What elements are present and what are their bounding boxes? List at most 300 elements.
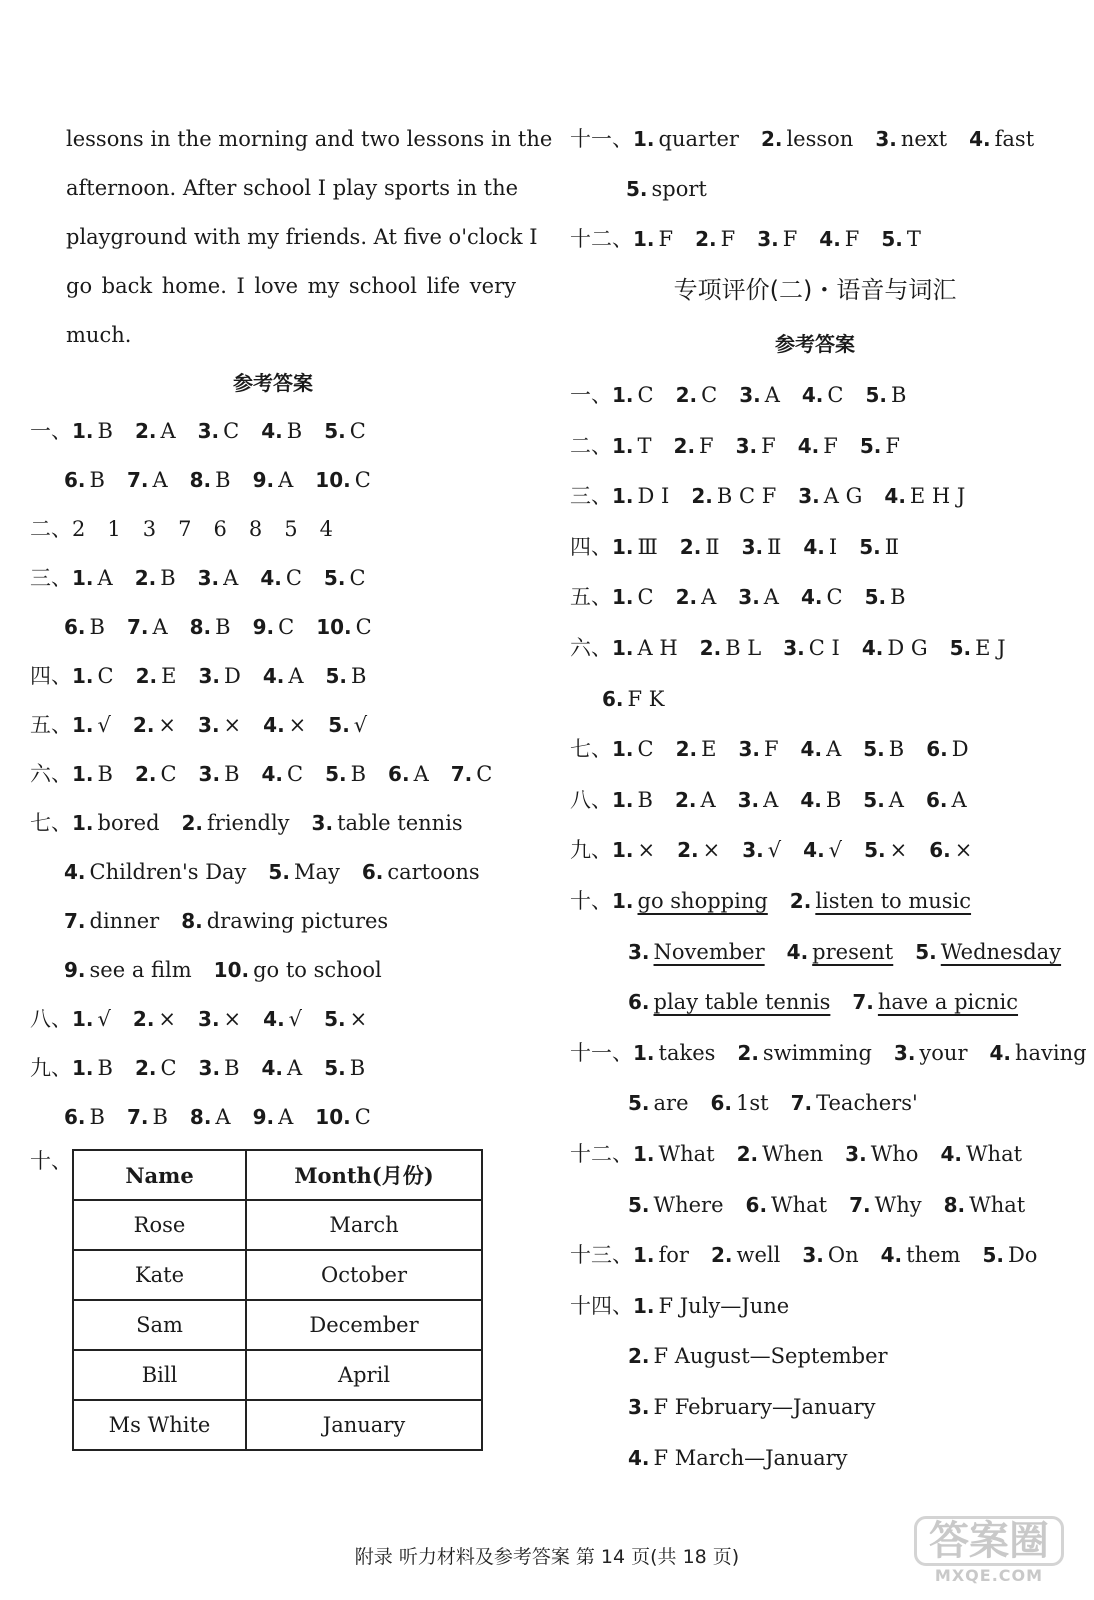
- item-answer: ×: [223, 713, 242, 737]
- item-number: 1.: [612, 737, 634, 762]
- answer-row: [570, 886, 993, 916]
- item-number: 10.: [315, 1105, 351, 1129]
- answer-item: [64, 615, 105, 639]
- answer-row: [30, 416, 388, 446]
- answer-item: [64, 909, 159, 933]
- item-number: 3.: [737, 787, 760, 812]
- item-number: 7.: [849, 1192, 871, 1217]
- answer-item: [190, 1105, 231, 1129]
- item-answer: swimming: [762, 1040, 872, 1065]
- item-number: 5.: [325, 664, 348, 688]
- item-answer: √: [767, 838, 782, 863]
- answer-item: [190, 468, 231, 492]
- item-number: 3.: [739, 383, 761, 407]
- answer-item: [798, 484, 862, 508]
- item-number: 3.: [738, 737, 760, 762]
- item-number: 3.: [802, 1243, 824, 1268]
- question-label: 十二、: [570, 227, 633, 251]
- item-number: 5.: [324, 419, 346, 443]
- item-answer: B: [89, 468, 105, 492]
- item-answer: quarter: [658, 127, 739, 151]
- item-number: 4.: [262, 664, 285, 688]
- answer-item: [107, 517, 120, 541]
- item-answer: F: [885, 433, 900, 458]
- question-label: 二、: [570, 433, 612, 458]
- item-answer: them: [906, 1243, 961, 1268]
- answer-item: [860, 434, 900, 458]
- answer-item: [64, 958, 192, 982]
- item-number: 8.: [189, 468, 212, 492]
- answer-row: [30, 710, 389, 740]
- answer-item: [929, 838, 972, 862]
- item-answer: Teachers': [816, 1091, 918, 1116]
- answer-item: [969, 127, 1034, 151]
- item-answer: C: [287, 762, 304, 786]
- item-answer: ×: [158, 1007, 177, 1031]
- answer-item: [181, 909, 388, 933]
- table-cell: March: [246, 1200, 482, 1250]
- item-number: 4.: [261, 419, 283, 443]
- item-answer: A: [160, 419, 176, 443]
- item-number: 1.: [633, 1243, 655, 1268]
- answer-row: [30, 759, 514, 789]
- answer-item: [736, 434, 776, 458]
- watermark-text: 答案圈: [914, 1516, 1064, 1566]
- answer-item: [127, 615, 168, 639]
- question-label: 四、: [30, 664, 72, 688]
- answer-item: [783, 636, 840, 660]
- answer-item: [182, 811, 290, 835]
- item-answer: B: [89, 1105, 105, 1129]
- item-number: 8.: [181, 909, 203, 933]
- item-answer: A: [215, 1105, 231, 1129]
- item-number: 4.: [819, 227, 841, 251]
- item-answer: A: [152, 468, 168, 492]
- item-answer: C: [285, 566, 302, 590]
- answer-row: [64, 955, 404, 985]
- table-row: [73, 1250, 482, 1300]
- item-number: 4.: [969, 127, 991, 151]
- answer-item: [865, 383, 906, 407]
- answer-row: [64, 465, 393, 495]
- item-answer: C: [637, 737, 654, 762]
- item-answer: cartoons: [387, 860, 480, 884]
- item-number: 7.: [852, 990, 874, 1015]
- item-number: 2.: [134, 419, 157, 443]
- item-number: 8.: [189, 615, 212, 639]
- item-answer: A: [763, 585, 779, 610]
- answer-item: [178, 517, 191, 541]
- answer-item: [926, 788, 967, 812]
- answer-item: [944, 1193, 1026, 1217]
- item-number: 8.: [189, 1105, 212, 1129]
- answer-item: [798, 434, 838, 458]
- question-label: 八、: [570, 787, 612, 812]
- birthday-table: [72, 1149, 483, 1451]
- item-number: 1.: [72, 762, 94, 786]
- item-number: 6.: [925, 787, 948, 812]
- answer-item: [127, 1105, 168, 1129]
- item-number: 3.: [893, 1040, 916, 1065]
- item-number: 3.: [741, 534, 764, 559]
- item-number: 5.: [949, 636, 972, 660]
- item-answer: B: [349, 1056, 366, 1080]
- item-number: 2.: [699, 636, 722, 660]
- item-number: 4.: [263, 713, 285, 737]
- answer-item: [253, 615, 295, 639]
- item-number: 4.: [64, 860, 86, 884]
- item-number: 8.: [943, 1192, 966, 1217]
- item-answer: A: [701, 585, 717, 610]
- answer-item: [612, 484, 669, 508]
- item-answer: ×: [702, 838, 721, 863]
- answer-item: [700, 636, 762, 660]
- answer-item: [628, 940, 765, 964]
- item-number: 1.: [612, 838, 634, 863]
- item-answer: C: [223, 419, 240, 443]
- answer-item: [628, 1344, 888, 1368]
- answer-row: [64, 906, 410, 936]
- table-cell: Sam: [73, 1300, 246, 1350]
- item-number: 6.: [710, 1091, 733, 1116]
- item-answer: bored: [97, 811, 160, 835]
- item-answer: 8: [248, 517, 263, 541]
- answer-item: [261, 419, 302, 443]
- answer-item: [388, 762, 429, 786]
- table-row: [73, 1400, 482, 1450]
- answer-item: [72, 419, 113, 443]
- answer-item: [738, 737, 778, 761]
- question-label: 八、: [30, 1007, 72, 1031]
- item-answer: go to school: [253, 958, 382, 982]
- item-answer: November: [653, 939, 765, 964]
- answer-item: [633, 1041, 715, 1065]
- answer-item: [133, 1007, 176, 1031]
- item-answer: B: [825, 787, 842, 812]
- answer-item: [852, 990, 1018, 1014]
- answer-item: [633, 227, 673, 251]
- item-number: 3.: [735, 433, 758, 458]
- answer-item: [990, 1041, 1087, 1065]
- item-answer: B: [890, 383, 907, 407]
- answer-item: [199, 762, 240, 786]
- answer-item: [315, 468, 371, 492]
- item-number: 1.: [612, 534, 634, 559]
- item-answer: B: [97, 1056, 113, 1080]
- answer-item: [72, 566, 113, 590]
- item-number: 3.: [845, 1142, 867, 1166]
- answer-item: [198, 664, 240, 688]
- item-number: 1.: [612, 585, 634, 610]
- item-number: 4.: [989, 1040, 1012, 1065]
- answer-item: [263, 1007, 302, 1031]
- item-answer: B: [637, 787, 653, 812]
- item-number: 2.: [134, 1056, 157, 1080]
- item-number: 2.: [132, 713, 155, 737]
- item-answer: C: [160, 1056, 177, 1080]
- item-answer: B C F: [716, 484, 777, 509]
- answer-item: [790, 889, 971, 913]
- answer-item: [612, 434, 652, 458]
- item-answer: B: [224, 1056, 240, 1080]
- item-answer: 2: [72, 517, 86, 541]
- answer-item: [633, 1243, 689, 1267]
- answer-row: [30, 808, 485, 838]
- item-answer: C: [278, 615, 295, 639]
- item-answer: ×: [158, 713, 177, 737]
- item-number: 3.: [798, 484, 820, 509]
- answer-item: [135, 419, 176, 443]
- question-label: 四、: [570, 534, 612, 559]
- watermark-url: MXQE.COM: [934, 1566, 1044, 1585]
- item-answer: B: [97, 762, 113, 786]
- answer-item: [845, 1142, 918, 1166]
- answer-row: [570, 734, 991, 764]
- item-answer: lesson: [786, 127, 854, 151]
- item-answer: 5: [284, 517, 298, 541]
- item-answer: sport: [651, 177, 707, 201]
- item-number: 2.: [134, 762, 157, 786]
- answer-item: [865, 585, 906, 609]
- answer-row: [628, 1088, 940, 1118]
- item-answer: E: [701, 737, 717, 762]
- answer-item: [451, 762, 493, 786]
- item-answer: Ⅰ: [828, 534, 838, 559]
- answer-row: [570, 532, 921, 562]
- answer-item: [674, 434, 714, 458]
- item-number: 2.: [789, 889, 812, 913]
- answer-row: [64, 612, 394, 642]
- passage-line: lessons in the morning and two lessons in the: [66, 127, 553, 151]
- item-answer: T: [637, 433, 652, 458]
- item-number: 5.: [881, 227, 903, 251]
- answer-item: [324, 419, 366, 443]
- answer-item: [312, 811, 463, 835]
- answer-item: [628, 1193, 724, 1217]
- answer-item: [612, 585, 654, 609]
- item-number: 7.: [126, 1105, 149, 1129]
- table-row: [73, 1300, 482, 1350]
- item-number: 6.: [64, 468, 86, 492]
- item-number: 4.: [803, 534, 825, 559]
- question-label: 十一、: [570, 1040, 633, 1065]
- item-number: 7.: [790, 1091, 813, 1116]
- item-answer: On: [827, 1243, 859, 1268]
- item-answer: F July—June: [658, 1293, 790, 1318]
- item-number: 5.: [863, 787, 885, 812]
- answer-row: [570, 380, 928, 410]
- answer-item: [198, 419, 240, 443]
- item-answer: present: [812, 939, 894, 964]
- answer-row: [570, 1038, 1094, 1068]
- answer-item: [761, 127, 853, 151]
- table-row: [73, 1350, 482, 1400]
- item-answer: ×: [889, 838, 908, 863]
- item-number: 9.: [64, 958, 86, 982]
- answer-row: [602, 684, 686, 714]
- answer-item: [316, 615, 372, 639]
- item-number: 4.: [261, 1056, 284, 1080]
- answer-item: [199, 1056, 240, 1080]
- item-answer: 1: [107, 517, 121, 541]
- item-number: 4.: [628, 1445, 650, 1470]
- item-answer: dinner: [89, 909, 160, 933]
- item-answer: 6: [213, 517, 227, 541]
- item-number: 4.: [261, 762, 284, 786]
- passage-line: go back home. I love my school life very: [66, 274, 516, 298]
- item-answer: next: [900, 127, 948, 151]
- answer-item: [628, 1091, 689, 1115]
- item-answer: C: [354, 1105, 371, 1129]
- answer-row: [64, 1102, 393, 1132]
- item-number: 6.: [64, 615, 86, 639]
- item-answer: C: [637, 383, 654, 407]
- answer-item: [72, 762, 113, 786]
- answer-item: [198, 1007, 241, 1031]
- answer-row: [628, 1443, 870, 1473]
- answer-item: [249, 517, 262, 541]
- answer-row: [570, 633, 1028, 663]
- item-answer: C: [349, 419, 366, 443]
- item-answer: Ⅱ: [767, 534, 782, 559]
- item-answer: What: [965, 1142, 1023, 1166]
- answer-item: [72, 1007, 111, 1031]
- answer-item: [628, 990, 830, 1014]
- answer-row: [570, 582, 928, 612]
- answer-item: [862, 636, 928, 660]
- item-number: 4.: [801, 383, 824, 407]
- item-number: 2.: [737, 1040, 759, 1065]
- item-answer: √: [288, 1007, 303, 1031]
- question-label: 十三、: [570, 1243, 633, 1268]
- item-answer: ×: [288, 713, 307, 737]
- answer-item: [612, 535, 658, 559]
- item-answer: Why: [874, 1192, 922, 1217]
- answer-item: [849, 1193, 922, 1217]
- item-number: 6.: [929, 838, 951, 863]
- answer-item: [324, 1007, 367, 1031]
- item-answer: D I: [637, 484, 670, 509]
- item-answer: E H J: [909, 484, 966, 509]
- answer-item: [863, 737, 904, 761]
- item-number: 6.: [602, 686, 624, 711]
- item-number: 4.: [880, 1243, 903, 1268]
- item-answer: Where: [653, 1192, 724, 1217]
- answer-item: [801, 737, 842, 761]
- table-cell: December: [246, 1300, 482, 1350]
- item-number: 2.: [673, 433, 696, 458]
- item-answer: A: [764, 383, 780, 407]
- answer-item: [676, 383, 718, 407]
- answer-item: [263, 664, 304, 688]
- item-answer: √: [353, 713, 368, 737]
- item-answer: C: [160, 762, 177, 786]
- answer-item: [800, 788, 841, 812]
- answer-item: [612, 788, 653, 812]
- answer-item: [859, 535, 899, 559]
- item-number: 5.: [328, 713, 350, 737]
- item-answer: B: [351, 664, 367, 688]
- item-answer: table tennis: [337, 811, 463, 835]
- answer-row: [570, 124, 1056, 154]
- item-answer: go shopping: [637, 889, 768, 913]
- item-answer: B: [152, 1105, 168, 1129]
- answer-item: [677, 838, 720, 862]
- item-answer: Ⅱ: [884, 534, 899, 559]
- question-label: 三、: [570, 484, 612, 509]
- item-number: 7.: [64, 909, 86, 933]
- item-number: 2.: [675, 737, 698, 762]
- passage-line: afternoon. After school I play sports in the: [66, 176, 519, 200]
- item-number: 1.: [633, 1142, 655, 1166]
- item-answer: C: [355, 615, 372, 639]
- answer-item: [791, 1091, 918, 1115]
- question-label: 九、: [570, 838, 612, 863]
- answer-item: [64, 860, 246, 884]
- item-answer: Who: [870, 1142, 919, 1166]
- item-answer: A: [152, 615, 168, 639]
- item-number: 2.: [628, 1344, 650, 1369]
- question-label: 六、: [570, 636, 612, 660]
- item-number: 9.: [252, 1105, 275, 1129]
- column-header: Name: [73, 1150, 246, 1200]
- item-answer: B: [89, 615, 105, 639]
- item-answer: A: [223, 566, 239, 590]
- item-answer: have a picnic: [877, 990, 1019, 1015]
- item-answer: for: [658, 1243, 689, 1268]
- item-answer: A: [700, 787, 716, 812]
- answer-item: [676, 585, 717, 609]
- answer-item: [695, 227, 735, 251]
- item-number: 1.: [612, 636, 634, 660]
- item-number: 1.: [72, 811, 94, 835]
- item-answer: Wednesday: [940, 939, 1062, 964]
- question-label: 五、: [30, 713, 72, 737]
- item-number: 6.: [926, 737, 948, 762]
- item-number: 6.: [745, 1192, 768, 1217]
- item-answer: Children's Day: [89, 860, 247, 884]
- answer-item: [190, 615, 231, 639]
- table-label: 十、: [30, 1149, 72, 1173]
- item-answer: E: [161, 664, 177, 688]
- answer-row: [628, 937, 1083, 967]
- table-cell: Bill: [73, 1350, 246, 1400]
- item-answer: A: [413, 762, 429, 786]
- answer-item: [326, 664, 367, 688]
- item-answer: F: [699, 433, 714, 458]
- item-number: 4.: [797, 433, 820, 458]
- item-number: 3.: [197, 566, 220, 590]
- item-number: 1.: [633, 227, 655, 251]
- answer-item: [742, 838, 781, 862]
- item-answer: C: [637, 585, 654, 610]
- item-answer: A: [888, 787, 904, 812]
- question-label: 五、: [570, 585, 612, 610]
- question-label: 二、: [30, 517, 72, 541]
- item-number: 3.: [628, 939, 650, 964]
- answer-item: [803, 838, 842, 862]
- item-number: 6.: [388, 762, 410, 786]
- answer-item: [628, 1395, 875, 1419]
- item-number: 1.: [612, 484, 634, 509]
- answer-item: [982, 1243, 1037, 1267]
- answer-item: [737, 1142, 824, 1166]
- answer-item: [926, 737, 968, 761]
- item-answer: your: [919, 1040, 968, 1065]
- answer-item: [133, 713, 176, 737]
- answer-row: [30, 514, 355, 544]
- item-answer: C I: [808, 636, 840, 660]
